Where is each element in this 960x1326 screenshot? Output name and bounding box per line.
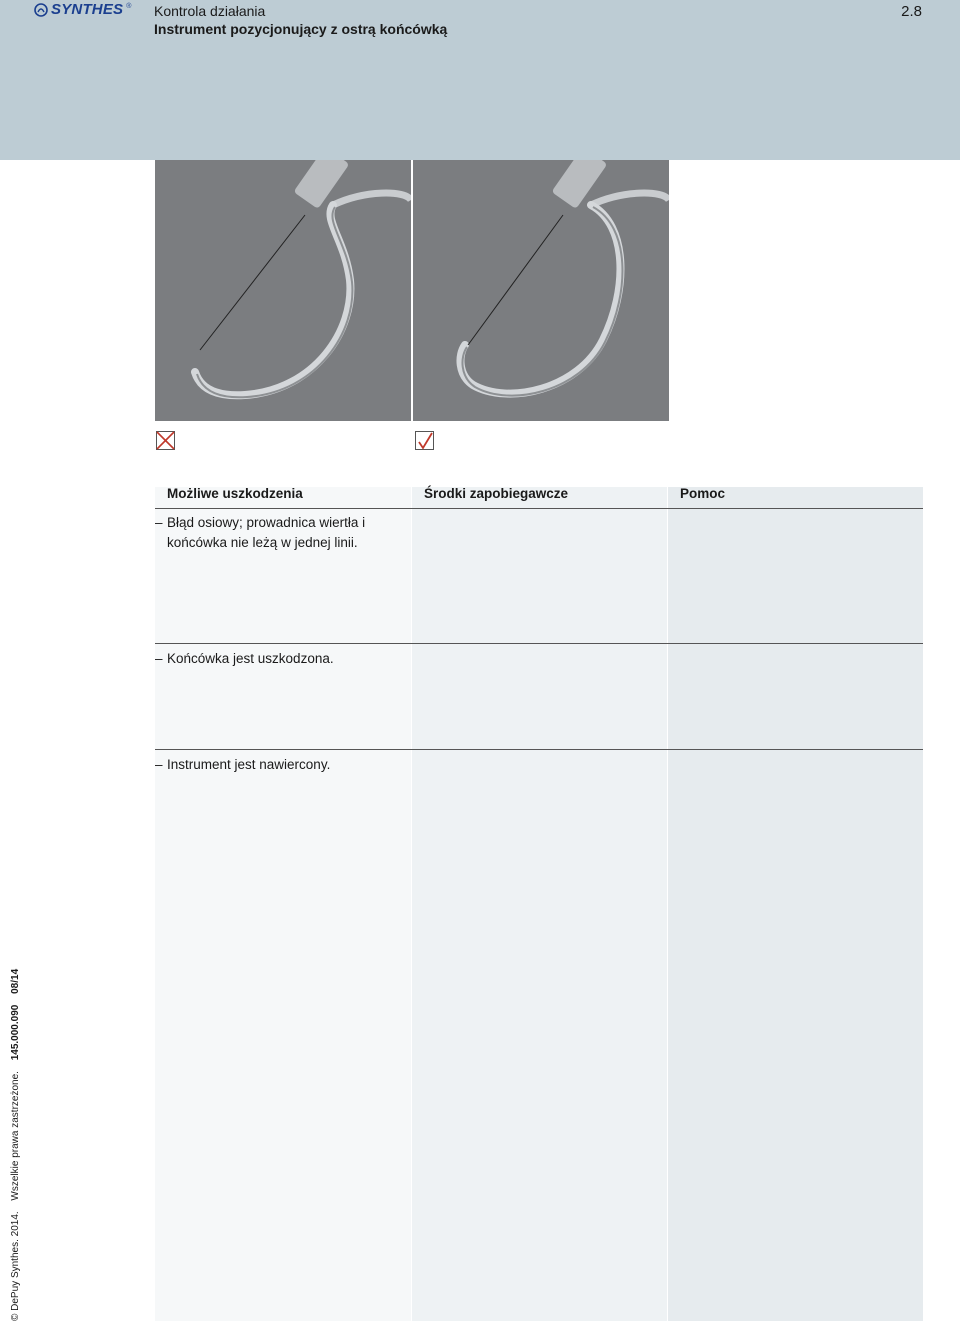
footer-copyright bbox=[10, 961, 21, 1321]
correct-check-icon bbox=[415, 431, 434, 450]
page-subtitle: Kontrola działania bbox=[154, 3, 266, 19]
damage-description: Końcówka jest uszkodzona. bbox=[167, 651, 334, 666]
row-divider bbox=[155, 643, 923, 644]
brand-name: SYNTHES bbox=[51, 1, 124, 18]
rights-text: Wszelkie prawa zastrzeżone. bbox=[10, 1071, 21, 1201]
logo-emblem-icon bbox=[34, 3, 48, 17]
page-header bbox=[0, 0, 960, 160]
list-dash: – bbox=[155, 651, 163, 666]
damage-description: Błąd osiowy; prowadnica wiertła i końcówka nie leżą w jednej linii. bbox=[167, 515, 366, 550]
column-prevention bbox=[412, 487, 667, 1321]
page-title: Instrument pozycjonujący z ostrą końcówką bbox=[154, 21, 448, 37]
document-date: 08/14 bbox=[10, 968, 21, 994]
page-number: 2.8 bbox=[901, 3, 922, 20]
document-code: 145.000.090 bbox=[10, 1004, 21, 1061]
header-divider bbox=[155, 508, 923, 509]
list-dash: – bbox=[155, 757, 163, 772]
header-help: Pomoc bbox=[680, 486, 726, 501]
table-row bbox=[155, 755, 397, 775]
row-divider bbox=[155, 749, 923, 750]
registered-mark: ® bbox=[126, 3, 132, 10]
copyright-text: © DePuy Synthes. 2014. bbox=[10, 1211, 21, 1321]
header-preventive-measures: Środki zapobiegawcze bbox=[424, 486, 569, 501]
list-dash: – bbox=[155, 515, 163, 530]
damaged-instrument-photo bbox=[155, 160, 411, 421]
synthes-logo bbox=[34, 1, 131, 18]
table-row bbox=[155, 513, 397, 553]
damage-description: Instrument jest nawiercony. bbox=[167, 757, 331, 772]
incorrect-cross-icon bbox=[156, 431, 175, 450]
column-help bbox=[668, 487, 923, 1321]
table-row bbox=[155, 649, 397, 669]
header-possible-damages: Możliwe uszkodzenia bbox=[167, 486, 303, 501]
correct-instrument-photo bbox=[413, 160, 669, 421]
column-damages bbox=[155, 487, 411, 1321]
